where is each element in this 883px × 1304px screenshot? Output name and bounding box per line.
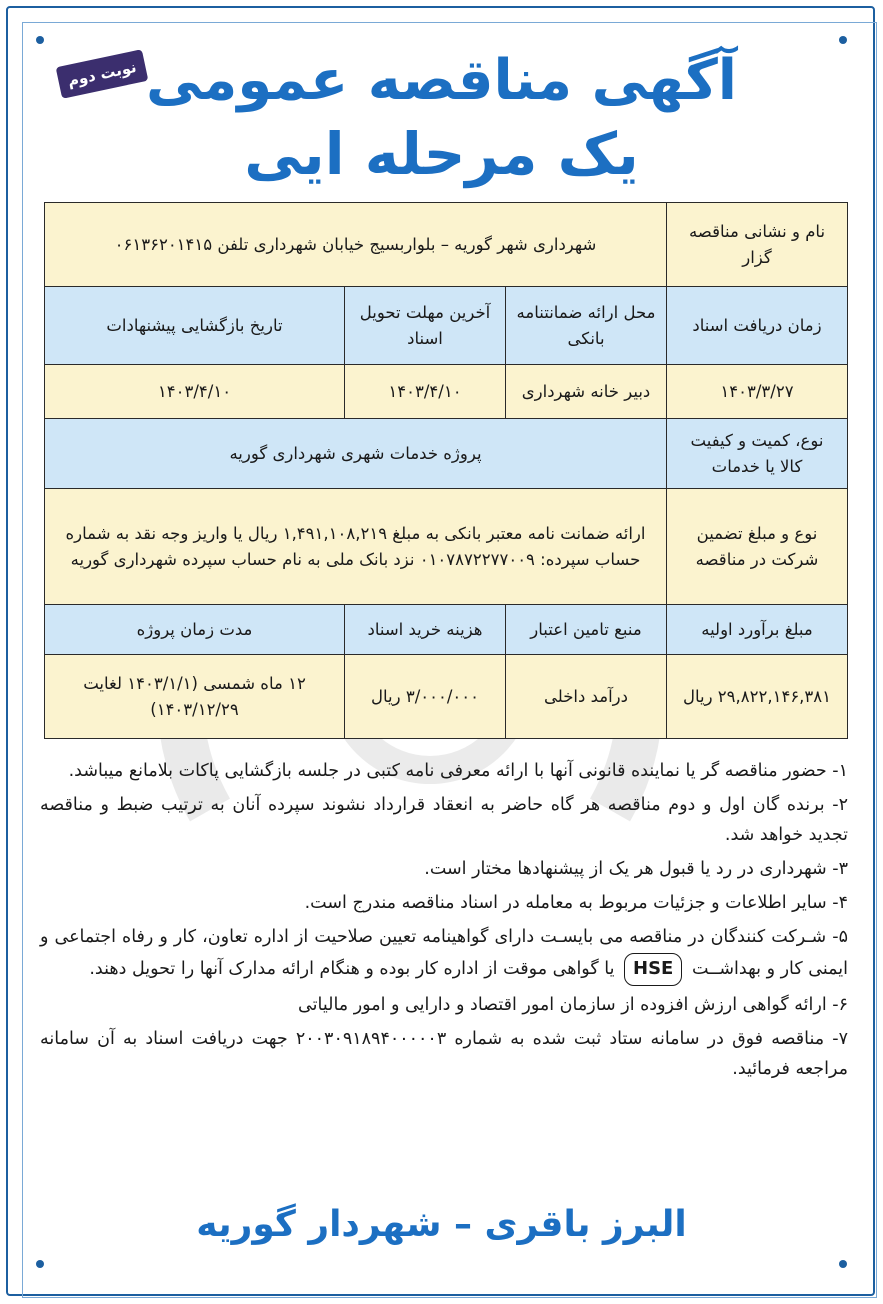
- receive-time-value: ۱۴۰۳/۳/۲۷: [667, 365, 848, 419]
- term-item: ۶- ارائه گواهی ارزش افزوده از سازمان امور اقتصاد و دارایی و امور مالیاتی: [298, 994, 848, 1015]
- funding-header: منبع تامین اعتبار: [506, 605, 667, 655]
- corner-dot: [36, 36, 44, 44]
- organizer-value: شهرداری شهر گوریه – بلواربسیج خیابان شهرداری تلفن ۰۶۱۳۶۲۰۱۴۱۵: [45, 203, 667, 287]
- second-notice-badge: نوبت دوم: [56, 49, 149, 99]
- doc-cost-header: هزینه خرید اسناد: [345, 605, 506, 655]
- term-item: ۳- شهرداری در رد یا قبول هر یک از پیشنهادها مختار است.: [424, 859, 848, 880]
- doc-cost-value: ۳/۰۰۰/۰۰۰ ریال: [345, 655, 506, 739]
- term-item: ۲- برنده گان اول و دوم مناقصه هر گاه حاضر به انعقاد قرارداد نشوند سپرده آنان به ترتیب ضبط و مناقصه تجدید خواهد شد.: [40, 795, 848, 846]
- page-subtitle: یک مرحله ایی: [244, 120, 639, 188]
- deadline-value: ۱۴۰۳/۴/۱۰: [345, 365, 506, 419]
- duration-value: ۱۲ ماه شمسی (۱۴۰۳/۱/۱ لغایت ۱۴۰۳/۱۲/۲۹): [45, 655, 345, 739]
- duration-header: مدت زمان پروژه: [45, 605, 345, 655]
- funding-value: درآمد داخلی: [506, 655, 667, 739]
- deadline-header: آخرین مهلت تحویل اسناد: [345, 287, 506, 365]
- guarantee-label: نوع و مبلغ تضمین شرکت در مناقصه: [667, 489, 848, 605]
- guarantee-value: ارائه ضمانت نامه معتبر بانکی به مبلغ ۱,۴۹۱,۱۰۸,۲۱۹ ریال یا واریز وجه نقد به شماره حساب سپرده: ۰۱۰۷۸۷۲۲۷۷۰۰۹ نزد بانک ملی به نام حساب سپرده شهرداری گوریه: [45, 489, 667, 605]
- receive-time-header: زمان دریافت اسناد: [667, 287, 848, 365]
- opening-date-value: ۱۴۰۳/۴/۱۰: [45, 365, 345, 419]
- type-label: نوع، کمیت و کیفیت کالا یا خدمات: [667, 419, 848, 489]
- term-item: ۴- سایر اطلاعات و جزئیات مربوط به معامله در اسناد مناقصه مندرج است.: [304, 893, 848, 914]
- term5-before: ۵- شـرکت کنندگان در مناقصه می بایسـت دارای گواهینامه تعیین صلاحیت از اداره تعاون، کار و رفاه اجتماعی و ایمنی کار و بهداشــت: [40, 927, 848, 979]
- guarantee-place-value: دبیر خانه شهرداری: [506, 365, 667, 419]
- corner-dot: [839, 36, 847, 44]
- estimate-value: ۲۹,۸۲۲,۱۴۶,۳۸۱ ریال: [667, 655, 848, 739]
- page-title: آگهی مناقصه عمومی: [146, 48, 737, 113]
- hse-label: HSE: [624, 953, 682, 986]
- estimate-header: مبلغ برآورد اولیه: [667, 605, 848, 655]
- type-value: پروژه خدمات شهری شهرداری گوریه: [45, 419, 667, 489]
- tender-table: [44, 202, 848, 739]
- term-item: ۱- حضور مناقصه گر یا نماینده قانونی آنها با ارائه معرفی نامه کتبی در جلسه بازگشایی پاکات بلامانع میباشد.: [68, 761, 848, 781]
- term5-after: یا گواهی موقت از اداره کار بوده و هنگام ارائه مدارک آنها را تحویل دهند.: [89, 958, 615, 979]
- mayor-signature: البرز باقری – شهردار گوریه: [196, 1204, 687, 1245]
- guarantee-place-header: محل ارائه ضمانتنامه بانکی: [506, 287, 667, 365]
- opening-date-header: تاریخ بازگشایی پیشنهادات: [45, 287, 345, 365]
- corner-dot: [36, 1260, 44, 1268]
- term-item: ۷- مناقصه فوق در سامانه ستاد ثبت شده به شماره ۲۰۰۳۰۹۱۸۹۴۰۰۰۰۰۳ جهت دریافت اسناد به آن سامانه مراجعه فرمائید.: [40, 1028, 848, 1079]
- corner-dot: [839, 1260, 847, 1268]
- term-item: [40, 922, 848, 985]
- terms-list: [40, 756, 848, 1088]
- organizer-label: نام و نشانی مناقصه گزار: [667, 203, 848, 287]
